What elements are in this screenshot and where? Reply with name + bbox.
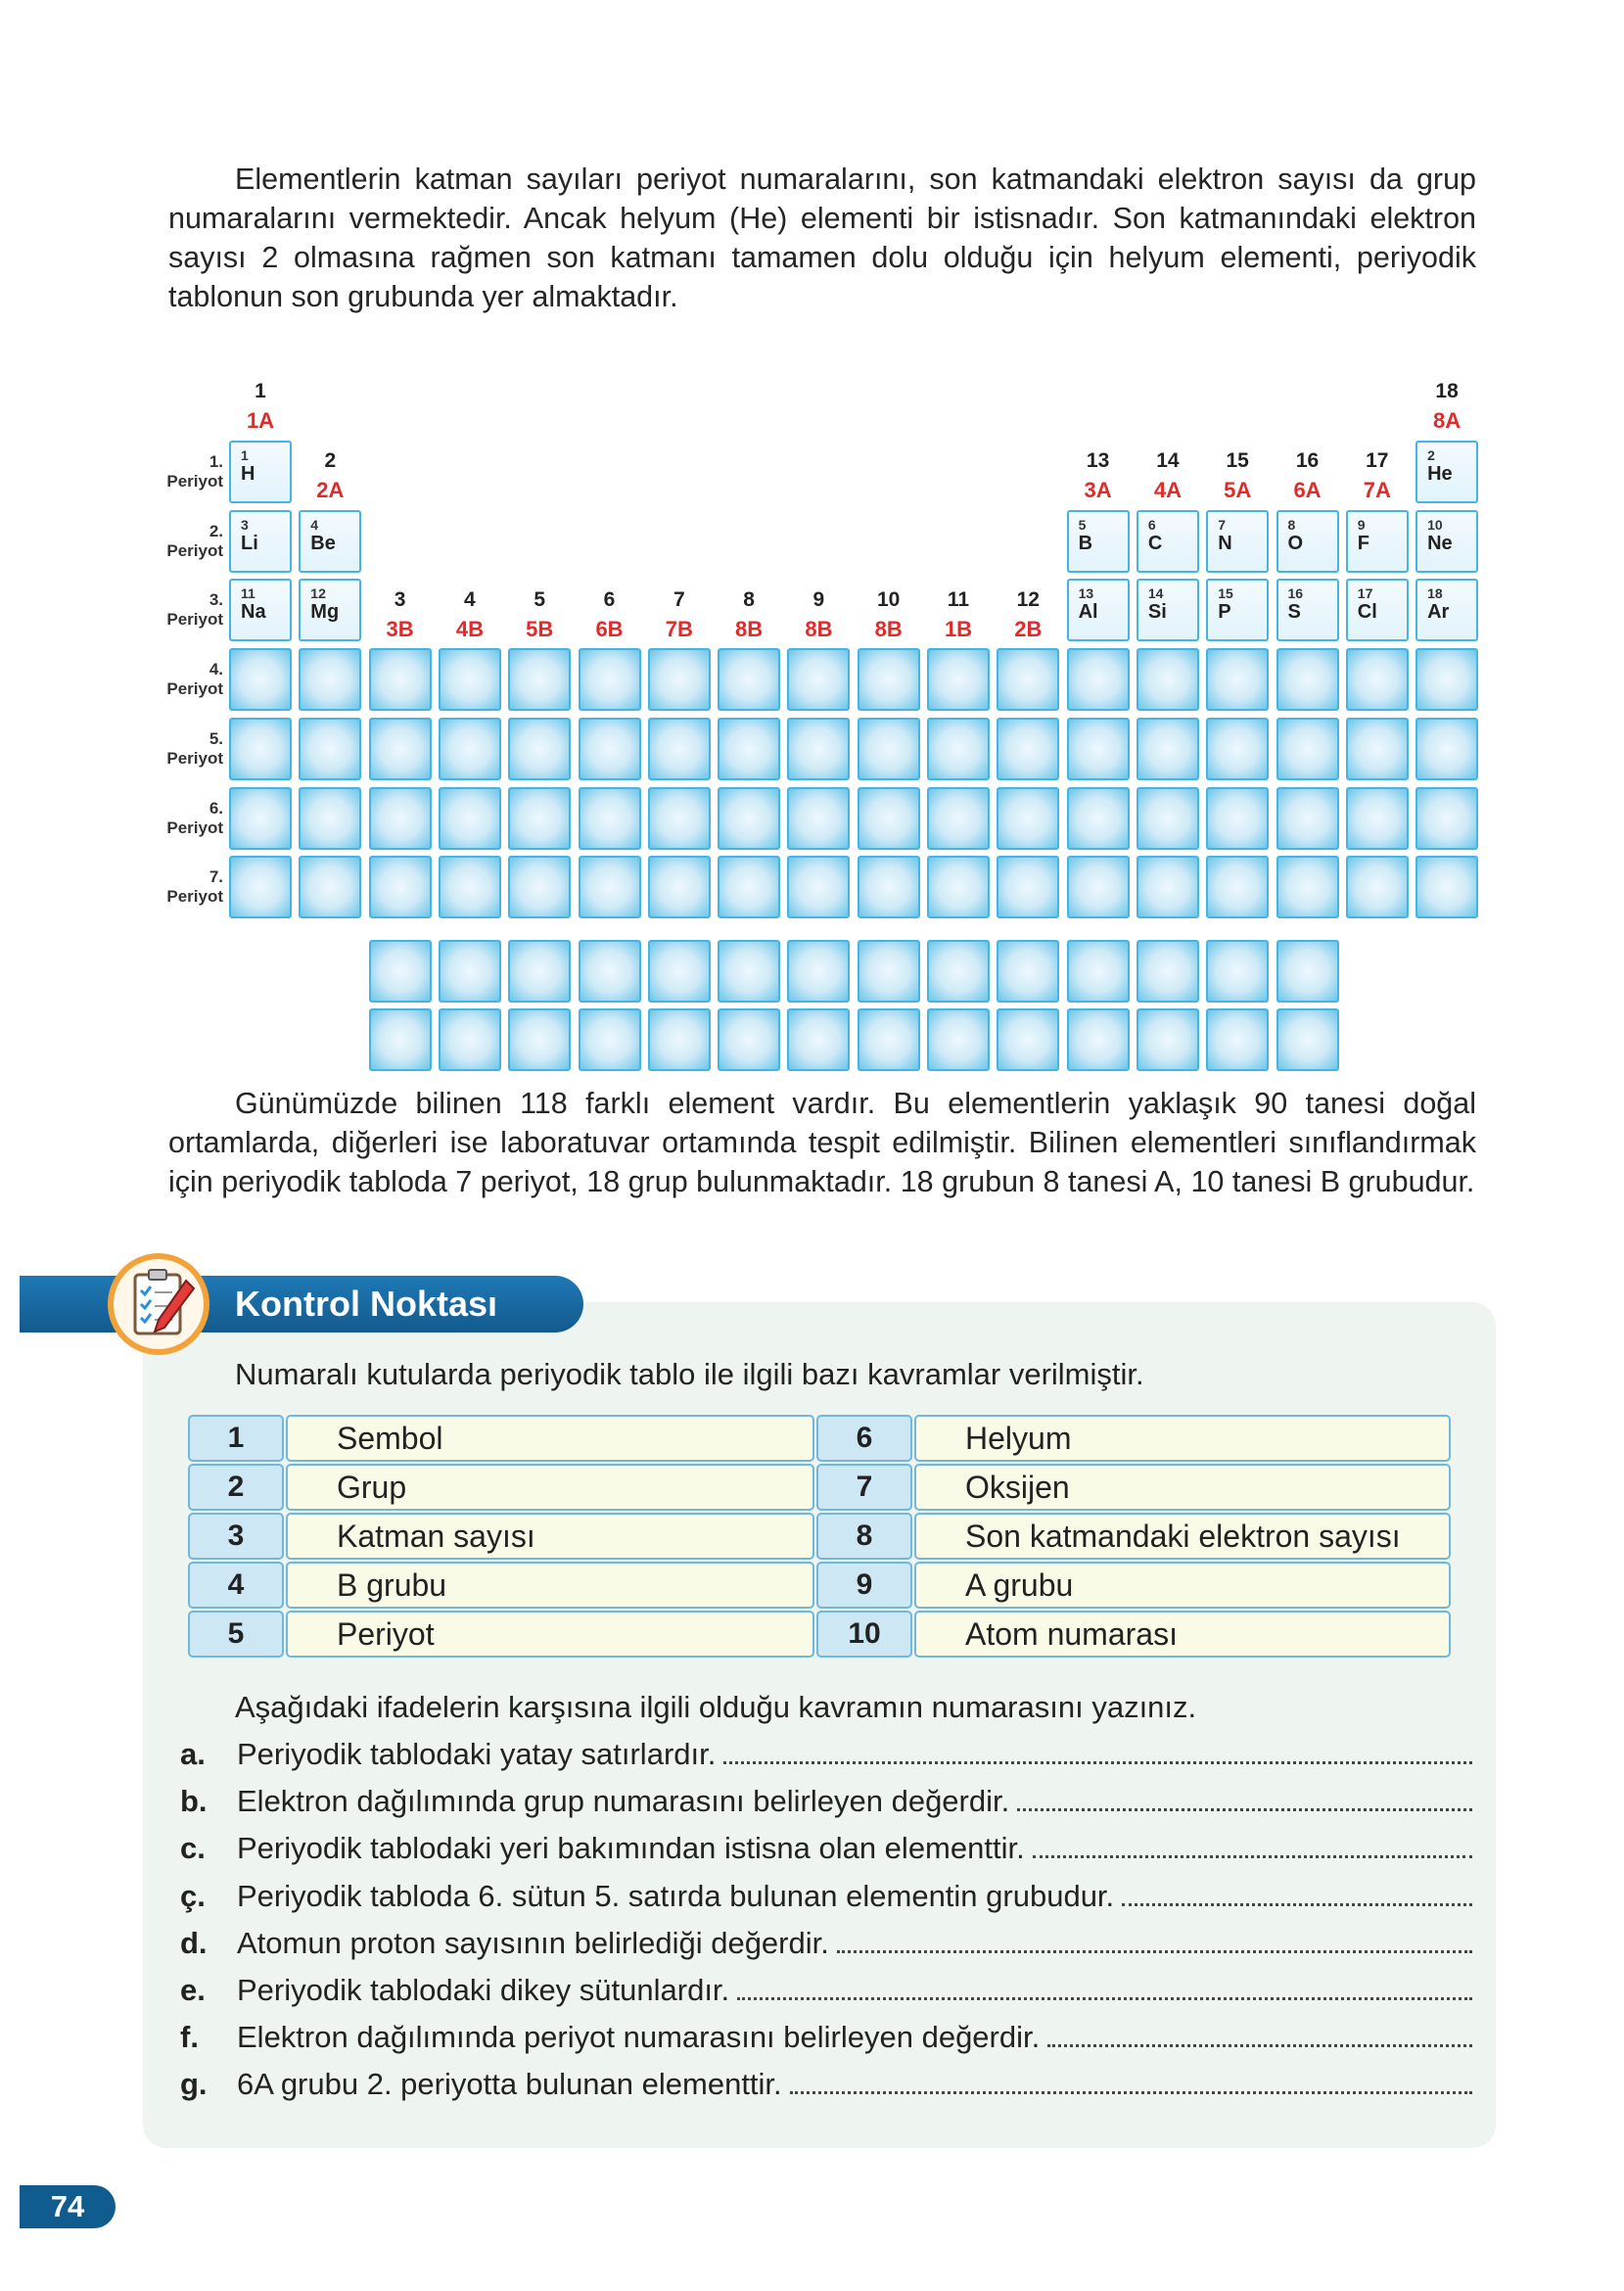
atomic-number: 17 xyxy=(1357,585,1373,602)
element-symbol: N xyxy=(1218,532,1232,554)
f-block-cell xyxy=(439,940,501,1003)
f-block-cell xyxy=(787,940,850,1003)
question-letter: ç. xyxy=(180,1879,206,1913)
empty-cell xyxy=(1206,787,1269,850)
concept-number: 2 xyxy=(188,1464,284,1511)
empty-cell xyxy=(648,787,711,850)
empty-cell xyxy=(1137,856,1199,918)
group-subgroup: 2B xyxy=(1014,617,1043,641)
kontrol-title: Kontrol Noktası xyxy=(235,1284,498,1324)
answer-blank[interactable] xyxy=(1033,1829,1472,1858)
group-number: 8 xyxy=(743,588,755,611)
empty-cell xyxy=(299,856,361,918)
question-text: Periyodik tablodaki yatay satırlardır. xyxy=(237,1737,717,1771)
empty-cell xyxy=(299,787,361,850)
page-number: 74 xyxy=(20,2185,116,2228)
empty-cell xyxy=(439,856,501,918)
element-cell xyxy=(229,441,292,503)
empty-cell xyxy=(858,648,920,711)
intro-paragraph-text: Elementlerin katman sayıları periyot numaralarını, son katmandaki elektron sayısı da grup numaralarını vermektedir. Ancak helyum (He) elementi bir istisnadır. Son katmanındaki elektron sayısı 2 olmasına rağmen son katmanı tamamen dolu olduğu için helyum elementi, periyodik tablonun son grubunda yer almaktadır. xyxy=(168,163,1476,313)
empty-cell xyxy=(229,787,292,850)
question-item xyxy=(180,2065,1472,2104)
question-text: Periyodik tablodaki dikey sütunlardır. xyxy=(237,1973,730,2007)
atomic-number: 10 xyxy=(1427,516,1443,533)
f-block-cell xyxy=(579,1008,641,1071)
empty-cell xyxy=(369,648,432,711)
answer-blank[interactable] xyxy=(1017,1782,1472,1811)
question-letter: b. xyxy=(180,1784,208,1818)
period-number: 4. xyxy=(209,660,223,679)
period-word: Periyot xyxy=(166,748,223,768)
atomic-number: 3 xyxy=(241,516,249,533)
empty-cell xyxy=(579,787,641,850)
empty-cell xyxy=(718,856,780,918)
answer-blank[interactable] xyxy=(837,1924,1472,1953)
group-subgroup: 4B xyxy=(455,617,484,641)
concept-label: Sembol xyxy=(286,1415,814,1462)
element-cell xyxy=(1137,510,1199,573)
atomic-number: 12 xyxy=(310,585,326,602)
question-item xyxy=(180,1829,1472,1868)
group-subgroup: 3A xyxy=(1084,478,1112,502)
kontrol-instruction: Aşağıdaki ifadelerin karşısına ilgili olduğu kavramın numarasını yazınız. xyxy=(235,1690,1197,1724)
period-label xyxy=(147,522,223,561)
element-symbol: C xyxy=(1147,532,1163,554)
question-item xyxy=(180,1735,1472,1774)
group-number: 10 xyxy=(877,588,901,611)
group-subgroup: 5B xyxy=(526,617,554,641)
empty-cell xyxy=(1346,787,1409,850)
period-word: Periyot xyxy=(166,818,223,837)
group-subgroup: 7A xyxy=(1363,478,1391,502)
element-symbol: B xyxy=(1078,532,1093,554)
concept-label: Katman sayısı xyxy=(286,1513,814,1560)
f-block-cell xyxy=(1276,1008,1339,1071)
clipboard-checklist-pencil-icon xyxy=(106,1251,211,1357)
period-number: 5. xyxy=(209,728,223,748)
group-number: 18 xyxy=(1435,380,1459,402)
empty-cell xyxy=(1276,856,1339,918)
f-block-cell xyxy=(439,1008,501,1071)
period-label xyxy=(147,729,223,769)
empty-cell xyxy=(1067,856,1130,918)
empty-cell xyxy=(648,856,711,918)
group-number: 17 xyxy=(1366,449,1389,472)
concept-row xyxy=(188,1611,1451,1658)
group-number: 15 xyxy=(1226,449,1249,472)
empty-cell xyxy=(229,648,292,711)
empty-cell xyxy=(1415,718,1478,780)
question-item xyxy=(180,1924,1472,1963)
empty-cell xyxy=(648,648,711,711)
concept-row xyxy=(188,1562,1451,1609)
group-subgroup: 4A xyxy=(1153,478,1182,502)
group-subgroup: 8B xyxy=(735,617,764,641)
group-number: 11 xyxy=(947,588,970,611)
group-number: 2 xyxy=(324,449,337,472)
f-block-cell xyxy=(369,1008,432,1071)
atomic-number: 15 xyxy=(1218,585,1233,602)
empty-cell xyxy=(579,856,641,918)
group-number: 5 xyxy=(534,588,546,611)
empty-cell xyxy=(927,648,990,711)
question-text: 6A grubu 2. periyotta bulunan elementtir. xyxy=(237,2067,782,2101)
empty-cell xyxy=(787,648,850,711)
second-paragraph xyxy=(168,1084,1476,1201)
element-cell xyxy=(1415,510,1478,573)
atomic-number: 16 xyxy=(1287,585,1304,602)
empty-cell xyxy=(508,787,571,850)
empty-cell xyxy=(299,718,361,780)
element-cell xyxy=(1415,579,1478,641)
concept-row xyxy=(188,1415,1451,1462)
empty-cell xyxy=(1415,787,1478,850)
empty-cell xyxy=(1067,648,1130,711)
empty-cell xyxy=(299,648,361,711)
empty-cell xyxy=(927,718,990,780)
question-item xyxy=(180,1971,1472,2010)
element-symbol: Al xyxy=(1078,601,1098,624)
empty-cell xyxy=(1206,648,1269,711)
empty-cell xyxy=(858,718,920,780)
atomic-number: 13 xyxy=(1078,585,1094,602)
period-number: 1. xyxy=(209,452,223,471)
f-block-cell xyxy=(1137,940,1199,1003)
empty-cell xyxy=(1137,787,1199,850)
group-subgroup: 3B xyxy=(386,617,414,641)
empty-cell xyxy=(787,787,850,850)
concept-label: A grubu xyxy=(914,1562,1451,1609)
empty-cell xyxy=(997,856,1059,918)
concept-label: Son katmandaki elektron sayısı xyxy=(914,1513,1451,1560)
f-block-cell xyxy=(648,1008,711,1071)
period-label xyxy=(147,660,223,699)
empty-cell xyxy=(1276,648,1339,711)
empty-cell xyxy=(718,648,780,711)
group-number: 13 xyxy=(1086,449,1110,472)
empty-cell xyxy=(927,787,990,850)
group-number: 14 xyxy=(1156,449,1180,472)
group-subgroup: 1A xyxy=(246,408,275,433)
element-cell xyxy=(1067,579,1130,641)
atomic-number: 1 xyxy=(241,447,249,463)
element-symbol: O xyxy=(1287,532,1304,554)
element-cell xyxy=(1206,510,1269,573)
question-item xyxy=(180,1782,1472,1821)
element-symbol: He xyxy=(1427,463,1453,485)
f-block-cell xyxy=(369,940,432,1003)
f-block-cell xyxy=(718,1008,780,1071)
empty-cell xyxy=(579,718,641,780)
concept-number: 7 xyxy=(816,1464,912,1511)
answer-blank[interactable] xyxy=(737,1971,1472,2000)
concept-number: 3 xyxy=(188,1513,284,1560)
group-number: 9 xyxy=(812,588,825,611)
atomic-number: 6 xyxy=(1147,516,1156,533)
empty-cell xyxy=(997,787,1059,850)
element-symbol: H xyxy=(241,463,255,485)
atomic-number: 8 xyxy=(1287,516,1296,533)
concept-label: Helyum xyxy=(914,1415,1451,1462)
empty-cell xyxy=(1276,787,1339,850)
group-subgroup: 1B xyxy=(944,617,973,641)
f-block-cell xyxy=(1137,1008,1199,1071)
periodic-table xyxy=(0,0,1624,1087)
element-cell xyxy=(299,510,361,573)
group-subgroup: 8A xyxy=(1433,408,1462,433)
group-subgroup: 6A xyxy=(1293,478,1322,502)
empty-cell xyxy=(1346,856,1409,918)
question-letter: g. xyxy=(180,2067,208,2101)
question-letter: f. xyxy=(180,2020,199,2054)
empty-cell xyxy=(508,718,571,780)
f-block-cell xyxy=(858,940,920,1003)
element-cell xyxy=(1206,579,1269,641)
group-subgroup: 6B xyxy=(595,617,624,641)
element-cell xyxy=(1276,579,1339,641)
question-text: Elektron dağılımında periyot numarasını belirleyen değerdir. xyxy=(237,2020,1041,2054)
empty-cell xyxy=(229,856,292,918)
group-subgroup: 7B xyxy=(665,617,693,641)
f-block-cell xyxy=(927,1008,990,1071)
element-cell xyxy=(1346,579,1409,641)
element-cell xyxy=(1346,510,1409,573)
concept-number: 10 xyxy=(816,1611,912,1658)
concept-label: Grup xyxy=(286,1464,814,1511)
period-number: 3. xyxy=(209,590,223,610)
empty-cell xyxy=(1415,648,1478,711)
empty-cell xyxy=(369,787,432,850)
empty-cell xyxy=(1276,718,1339,780)
atomic-number: 14 xyxy=(1147,585,1164,602)
empty-cell xyxy=(229,718,292,780)
element-cell xyxy=(1137,579,1199,641)
period-word: Periyot xyxy=(166,610,223,630)
f-block-cell xyxy=(787,1008,850,1071)
empty-cell xyxy=(787,856,850,918)
f-block-cell xyxy=(1067,940,1130,1003)
empty-cell xyxy=(1346,718,1409,780)
period-label xyxy=(147,867,223,907)
f-block-cell xyxy=(579,940,641,1003)
empty-cell xyxy=(1415,856,1478,918)
group-number: 6 xyxy=(603,588,616,611)
empty-cell xyxy=(997,718,1059,780)
empty-cell xyxy=(858,787,920,850)
concept-row xyxy=(188,1513,1451,1560)
empty-cell xyxy=(718,787,780,850)
element-symbol: Ar xyxy=(1427,601,1450,624)
question-text: Periyodik tabloda 6. sütun 5. satırda bulunan elementin grubudur. xyxy=(237,1879,1115,1913)
group-number: 7 xyxy=(673,588,685,611)
empty-cell xyxy=(579,648,641,711)
empty-cell xyxy=(648,718,711,780)
second-paragraph-text: Günümüzde bilinen 118 farklı element vardır. Bu elementlerin yaklaşık 90 tanesi doğal ortamlarda, diğerleri ise laboratuvar ortamında tespit edilmiştir. Bilinen elementleri sınıflandırmak için periyodik tabloda 7 periyot, 18 grup bulunmaktadır. 18 grubun 8 tanesi A, 10 tanesi B grubudur. xyxy=(168,1087,1476,1198)
group-number: 4 xyxy=(464,588,476,611)
period-number: 7. xyxy=(209,867,223,887)
group-subgroup: 2A xyxy=(316,478,345,502)
group-number: 16 xyxy=(1295,449,1320,472)
atomic-number: 4 xyxy=(310,516,319,533)
concept-number: 5 xyxy=(188,1611,284,1658)
empty-cell xyxy=(1067,718,1130,780)
f-block-cell xyxy=(1206,940,1269,1003)
element-symbol: Cl xyxy=(1357,601,1377,624)
concept-label: Atom numarası xyxy=(914,1611,1451,1658)
empty-cell xyxy=(927,856,990,918)
element-symbol: P xyxy=(1218,601,1231,624)
concept-number: 8 xyxy=(816,1513,912,1560)
kontrol-intro: Numaralı kutularda periyodik tablo ile ilgili bazı kavramlar verilmiştir. xyxy=(235,1357,1144,1391)
f-block-cell xyxy=(858,1008,920,1071)
question-text: Elektron dağılımında grup numarasını belirleyen değerdir. xyxy=(237,1784,1010,1818)
element-symbol: Ne xyxy=(1427,532,1453,554)
group-number: 12 xyxy=(1016,588,1040,611)
answer-blank[interactable] xyxy=(790,2065,1472,2094)
period-word: Periyot xyxy=(166,887,223,907)
concept-label: B grubu xyxy=(286,1562,814,1609)
concept-number: 1 xyxy=(188,1415,284,1462)
atomic-number: 18 xyxy=(1427,585,1443,602)
empty-cell xyxy=(369,856,432,918)
empty-cell xyxy=(1137,648,1199,711)
f-block-cell xyxy=(508,940,571,1003)
question-item xyxy=(180,1877,1472,1916)
f-block-cell xyxy=(927,940,990,1003)
empty-cell xyxy=(439,718,501,780)
answer-blank[interactable] xyxy=(1047,2018,1472,2047)
concept-label: Periyot xyxy=(286,1611,814,1658)
atomic-number: 11 xyxy=(241,585,255,602)
concept-number: 9 xyxy=(816,1562,912,1609)
element-symbol: Si xyxy=(1147,601,1167,624)
element-symbol: F xyxy=(1357,532,1370,554)
question-letter: d. xyxy=(180,1926,208,1960)
empty-cell xyxy=(1137,718,1199,780)
element-symbol: Be xyxy=(310,532,336,554)
concept-number: 6 xyxy=(816,1415,912,1462)
period-word: Periyot xyxy=(166,540,223,560)
empty-cell xyxy=(787,718,850,780)
question-item xyxy=(180,2018,1472,2057)
element-cell xyxy=(1415,441,1478,503)
empty-cell xyxy=(508,648,571,711)
element-symbol: Mg xyxy=(310,601,340,624)
question-letter: e. xyxy=(180,1973,206,2007)
question-letter: c. xyxy=(180,1831,206,1865)
period-label xyxy=(147,799,223,838)
period-word: Periyot xyxy=(166,679,223,699)
f-block-cell xyxy=(1206,1008,1269,1071)
period-number: 6. xyxy=(209,798,223,818)
concept-number: 4 xyxy=(188,1562,284,1609)
f-block-cell xyxy=(1276,940,1339,1003)
empty-cell xyxy=(439,648,501,711)
answer-blank[interactable] xyxy=(723,1735,1472,1764)
period-label xyxy=(147,452,223,491)
concept-row xyxy=(188,1464,1451,1511)
empty-cell xyxy=(1206,856,1269,918)
empty-cell xyxy=(858,856,920,918)
concept-label: Oksijen xyxy=(914,1464,1451,1511)
period-label xyxy=(147,590,223,630)
element-cell xyxy=(299,579,361,641)
empty-cell xyxy=(439,787,501,850)
element-symbol: Na xyxy=(241,601,266,624)
question-letter: a. xyxy=(180,1737,206,1771)
group-subgroup: 8B xyxy=(874,617,903,641)
group-number: 3 xyxy=(394,588,406,611)
empty-cell xyxy=(369,718,432,780)
element-cell xyxy=(1067,510,1130,573)
group-subgroup: 8B xyxy=(805,617,833,641)
group-number: 1 xyxy=(255,380,266,402)
question-text: Atomun proton sayısının belirlediği değerdir. xyxy=(237,1926,829,1960)
f-block-cell xyxy=(508,1008,571,1071)
answer-blank[interactable] xyxy=(1122,1877,1472,1906)
f-block-cell xyxy=(997,940,1059,1003)
empty-cell xyxy=(508,856,571,918)
f-block-cell xyxy=(997,1008,1059,1071)
period-number: 2. xyxy=(209,521,223,540)
element-cell xyxy=(229,579,292,641)
group-subgroup: 5A xyxy=(1224,478,1252,502)
empty-cell xyxy=(1346,648,1409,711)
atomic-number: 7 xyxy=(1218,516,1226,533)
empty-cell xyxy=(997,648,1059,711)
atomic-number: 2 xyxy=(1427,447,1435,463)
question-text: Periyodik tablodaki yeri bakımından istisna olan elementtir. xyxy=(237,1831,1025,1865)
element-symbol: S xyxy=(1287,601,1301,624)
f-block-cell xyxy=(1067,1008,1130,1071)
atomic-number: 5 xyxy=(1078,516,1087,533)
f-block-cell xyxy=(648,940,711,1003)
element-cell xyxy=(1276,510,1339,573)
empty-cell xyxy=(1067,787,1130,850)
f-block-cell xyxy=(718,940,780,1003)
empty-cell xyxy=(1206,718,1269,780)
empty-cell xyxy=(718,718,780,780)
atomic-number: 9 xyxy=(1357,516,1366,533)
element-symbol: Li xyxy=(241,532,258,554)
element-cell xyxy=(229,510,292,573)
period-word: Periyot xyxy=(166,472,223,491)
